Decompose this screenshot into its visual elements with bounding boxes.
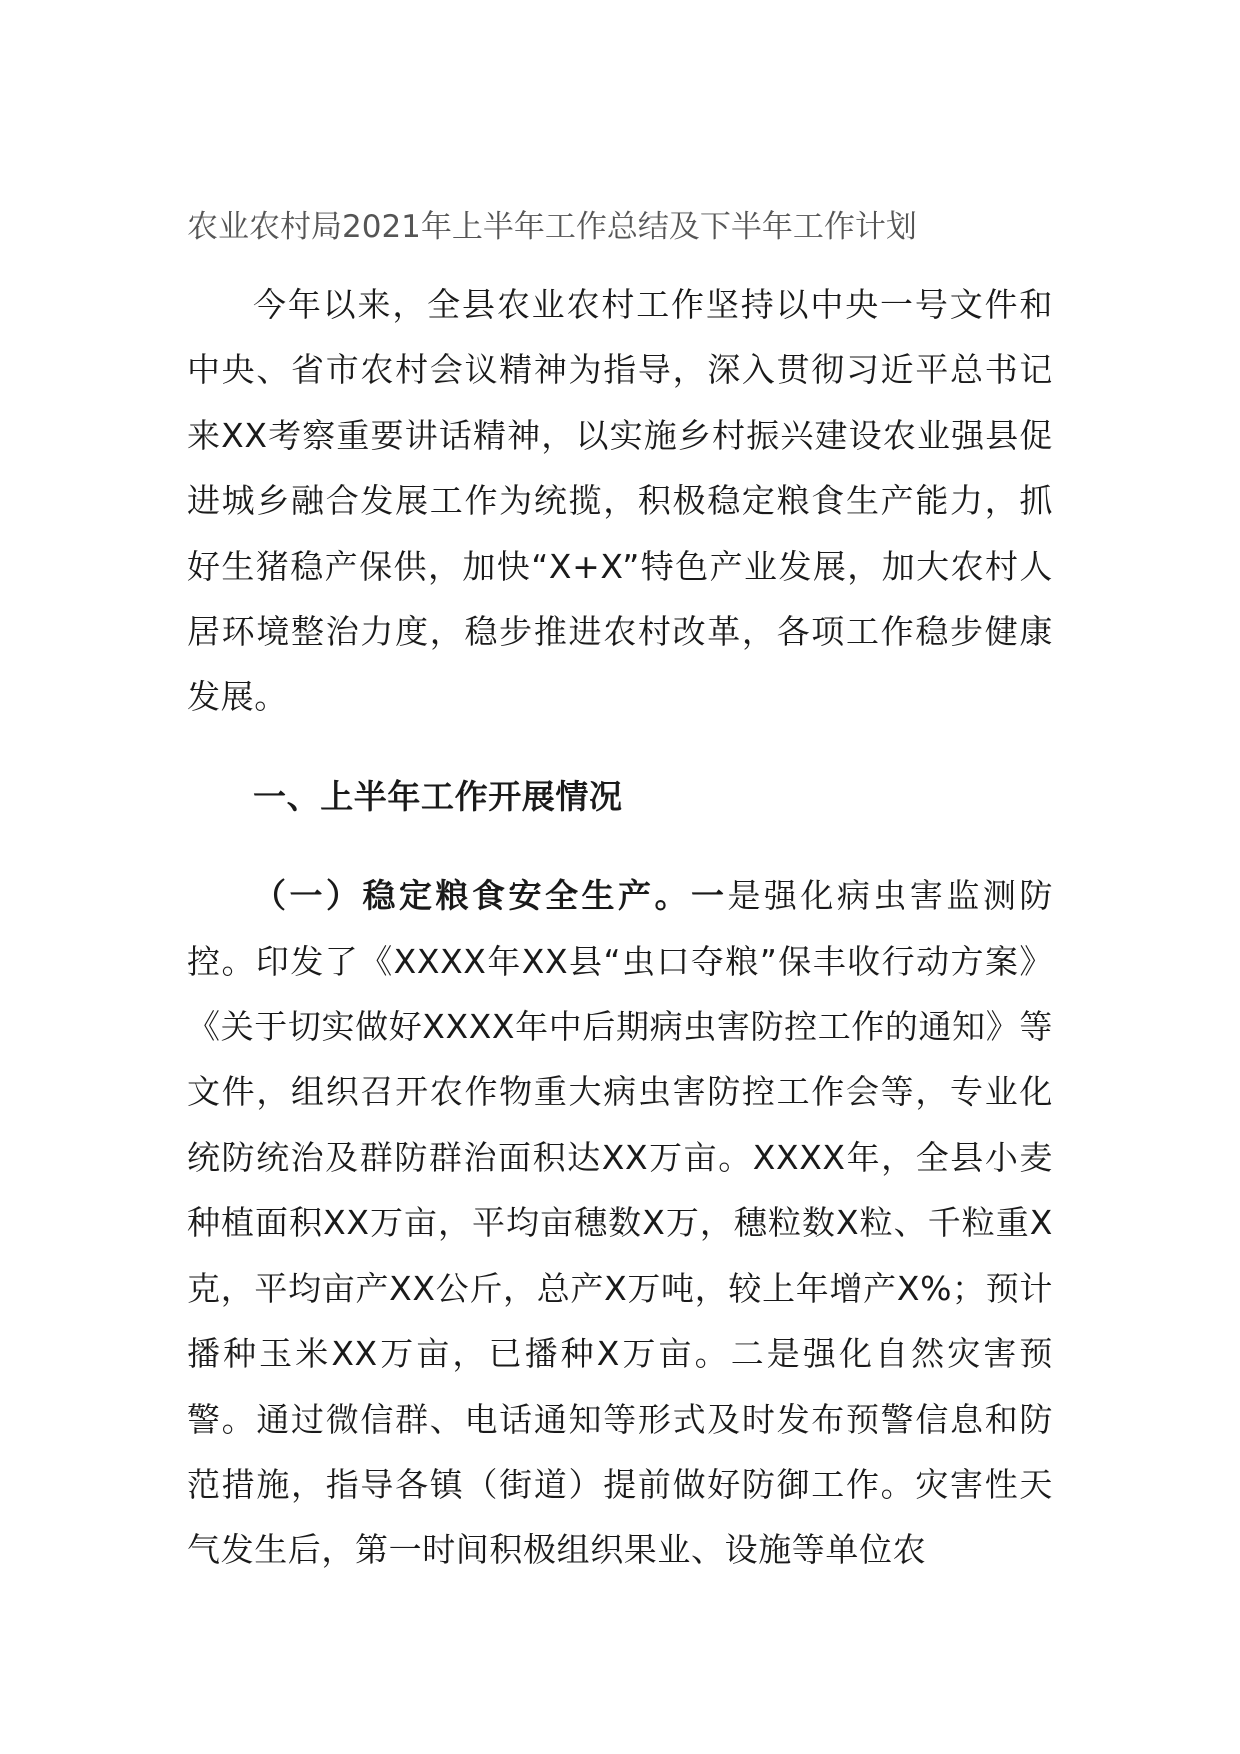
document-body (187, 200, 1053, 1583)
subsection-heading: （一）稳定粮食安全生产。 (253, 876, 691, 916)
section-heading: 一、上半年工作开展情况 (253, 776, 623, 816)
document-title: 农业农村局2021年上半年工作总结及下半年工作计划 (187, 209, 917, 245)
point-one-lead: 一 (690, 876, 728, 916)
subsection-paragraph (187, 863, 1053, 1582)
intro-paragraph: 今年以来，全县农业农村工作坚持以中央一号文件和中央、省市农村会议精神为指导，深入贯彻习近平总书记来XX考察重要讲话精神，以实施乡村振兴建设农业强县促进城乡融合发展工作为统揽，积极稳定粮食生产能力，抓好生猪稳产保供，加快“X+X”特色产业发展，加大农村人居环境整治力度，稳步推进农村改革，各项工作稳步健康发展。 (187, 285, 1053, 717)
point-two-text: 二是强化自然灾害预警。通过微信群、电话通知等形式及时发布预警信息和防范措施，指导各镇（街道）提前做好防御工作。灾害性天气发生后，第一时间积极组织果业、设施等单位农 (187, 1334, 1054, 1570)
point-one-text: 是强化病虫害监测防控。印发了《XXXX年XX县“虫口夺粮”保丰收行动方案》《关于切实做好XXXX年中后期病虫害防控工作的通知》等文件，组织召开农作物重大病虫害防控工作会等，专业化统防统治及群防群治面积达XX万亩。XXXX年，全县小麦种植面积XX万亩，平均亩穗数X万，穗粒数X粒、千粒重X克，平均亩产XX公斤，总产X万吨，较上年增产X%；预计播种玉米XX万亩，已播种X万亩。 (187, 876, 1053, 1374)
